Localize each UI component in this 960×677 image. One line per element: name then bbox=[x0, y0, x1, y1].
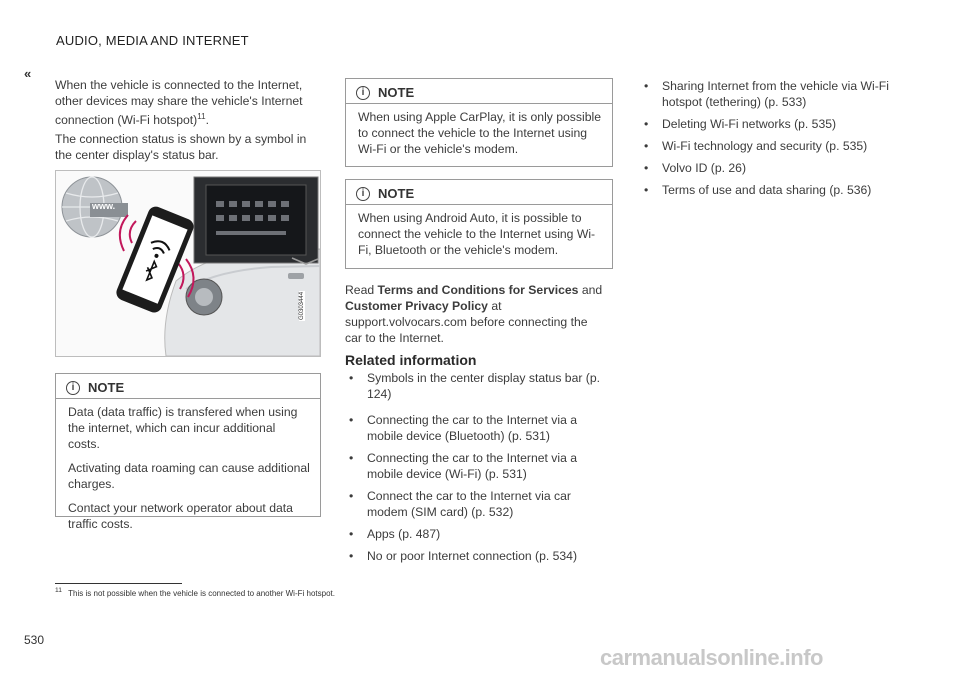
note-android-auto bbox=[345, 179, 613, 269]
note-carplay bbox=[345, 78, 613, 167]
note-text: When using Android Auto, it is possible to connect the vehicle to the Internet using Wi-Fi, Bluetooth or the vehicle's modem. bbox=[358, 211, 596, 257]
figure-code: G0303444 bbox=[299, 291, 305, 320]
read-terms-paragraph: Read Terms and Conditions for Services and Customer Privacy Policy at support.volvocars.com before connecting the car to the Internet. bbox=[345, 283, 603, 345]
globe-www-label: www. bbox=[92, 201, 116, 211]
list-item[interactable]: • No or poor Internet connection (p. 534) bbox=[349, 549, 578, 563]
back-chevron-icon[interactable]: « bbox=[24, 66, 32, 81]
hotspot-illustration-svg bbox=[56, 171, 320, 356]
note-text: When using Apple CarPlay, it is only possible to connect the vehicle to the Internet using Wi-Fi or the vehicle's modem. bbox=[358, 110, 601, 156]
footnote-ref[interactable]: 11 bbox=[197, 112, 206, 121]
note-divider bbox=[346, 103, 612, 104]
note-data-costs bbox=[55, 373, 321, 531]
note-text: Contact your network operator about data traffic costs. bbox=[68, 501, 293, 531]
hotspot-illustration bbox=[55, 170, 321, 357]
section-title: AUDIO, MEDIA AND INTERNET bbox=[56, 33, 249, 48]
footnote-number: 11 bbox=[55, 587, 62, 594]
list-item[interactable]: • Connect the car to the Internet via car modem (SIM card) (p. 532) bbox=[349, 489, 571, 519]
list-item[interactable]: • Deleting Wi-Fi networks (p. 535) bbox=[644, 117, 837, 131]
status-paragraph: The connection status is shown by a symbol in the center display's status bar. bbox=[55, 132, 307, 162]
note-divider bbox=[346, 204, 612, 205]
info-icon: i bbox=[356, 86, 370, 100]
note-text: Data (data traffic) is transfered when using the internet, which can incur additional costs. bbox=[68, 405, 298, 451]
page-number: 530 bbox=[24, 633, 45, 647]
note-text: Activating data roaming can cause additional charges. bbox=[68, 461, 310, 491]
related-info-heading: Related information bbox=[345, 352, 477, 368]
list-item[interactable]: • Volvo ID (p. 26) bbox=[644, 161, 746, 175]
note-divider bbox=[56, 398, 320, 399]
watermark: carmanualsonline.info bbox=[600, 645, 823, 670]
info-icon: i bbox=[66, 381, 80, 395]
list-item[interactable]: • Wi-Fi technology and security (p. 535) bbox=[644, 139, 868, 153]
list-item[interactable]: • Terms of use and data sharing (p. 536) bbox=[644, 183, 872, 197]
privacy-link[interactable]: Customer Privacy Policy bbox=[345, 299, 488, 313]
note-header: i NOTE bbox=[356, 186, 414, 201]
related-list bbox=[349, 370, 611, 564]
list-item[interactable]: • Connecting the car to the Internet via a mobile device (Bluetooth) (p. 531) bbox=[349, 413, 578, 443]
list-item[interactable]: • Apps (p. 487) bbox=[349, 527, 441, 541]
list-item[interactable]: • Sharing Internet from the vehicle via Wi-Fi hotspot (tethering) (p. 533) bbox=[644, 79, 889, 109]
footnote-text: This is not possible when the vehicle is connected to another Wi-Fi hotspot. bbox=[68, 588, 335, 598]
related-list-continued bbox=[644, 78, 906, 198]
note-header: i NOTE bbox=[356, 85, 414, 100]
info-icon: i bbox=[356, 187, 370, 201]
intro-paragraph: When the vehicle is connected to the Internet, other devices may share the vehicle's Internet connection (Wi-Fi hotspot)$^{11}$. bbox=[55, 78, 303, 128]
list-item[interactable]: • Connecting the car to the Internet via a mobile device (Wi-Fi) (p. 531) bbox=[349, 451, 578, 481]
footnote bbox=[55, 587, 335, 598]
terms-link[interactable]: Terms and Conditions for Services bbox=[377, 283, 579, 297]
footnote-divider bbox=[55, 583, 182, 584]
note-header: i NOTE bbox=[66, 380, 124, 395]
list-item[interactable]: • Symbols in the center display status bar (p. 124) bbox=[349, 371, 601, 401]
